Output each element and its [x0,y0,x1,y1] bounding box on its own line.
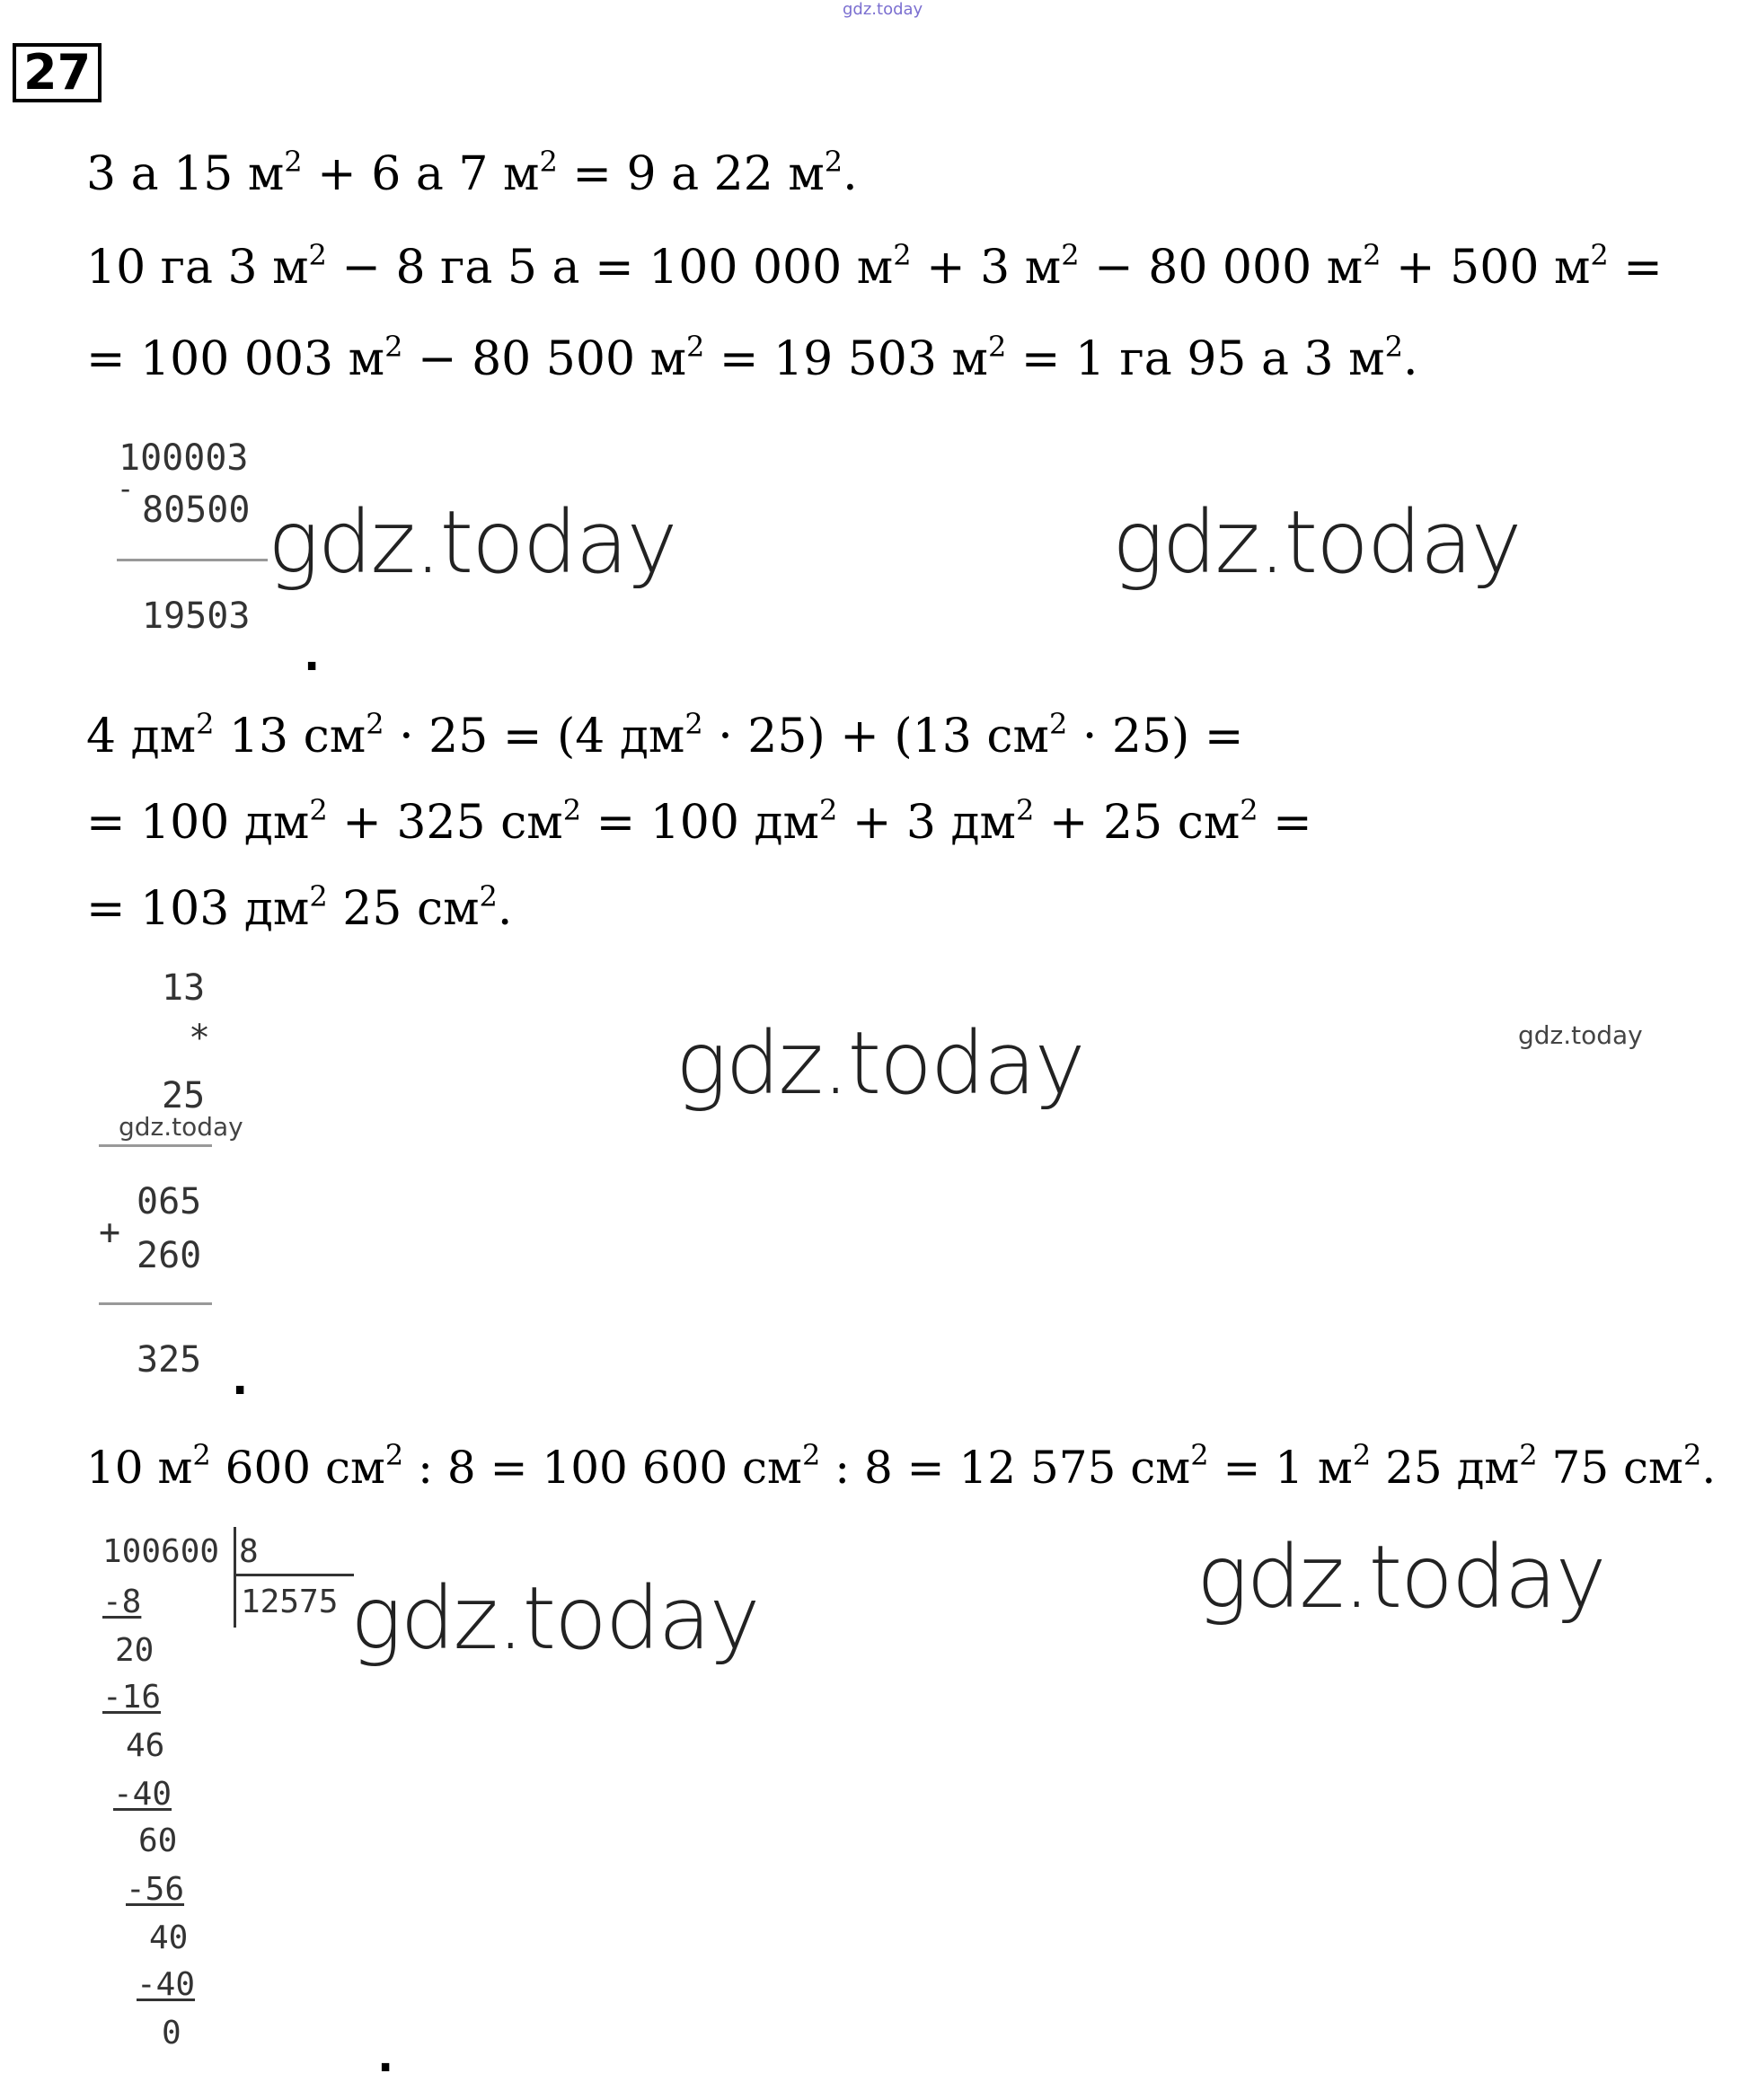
div-step-1: -8 [102,1584,142,1620]
div-step-9: -40 [137,1966,196,2003]
equation-line-1: 3 а 15 $м^2 + 6$ а 7 $м^2 = 9$ а 22 $м^2$. [86,145,858,201]
equation-line-7: 10 $м^2$ 600 $см^2$ : 8 = 100 600 $см^2$ : 8 = 12 575 $см^2 = 1$ $м^2$ 25 $дм^2$ 75 $см^2$. [86,1438,1717,1494]
mul-partial-1: 065 [137,1181,202,1222]
div-step-4: 46 [126,1727,165,1764]
mul-rule-2 [99,1302,212,1305]
div-quotient: 12575 [241,1584,339,1620]
watermark-small-1: gdz.today [119,1112,243,1142]
equation-line-5: = 100 $дм^2 + 325$ $см^2 = 100$ $дм^2 + 3$ $дм^2 + 25$ $см^2$ = [86,793,1312,850]
equation-line-6: = 103 $дм^2$ 25 $см^2$. [86,879,513,936]
sub-sign: - [117,472,135,506]
div-step-8: 40 [149,1919,189,1956]
watermark-4: gdz.today [350,1568,759,1669]
mul-sign: * [189,1018,211,1059]
div-divisor: 8 [239,1533,259,1570]
watermark-small-2: gdz.today [1518,1020,1643,1050]
task-number: 27 [13,43,102,102]
watermark-top: gdz.today [843,0,923,19]
watermark-2: gdz.today [1112,492,1521,593]
div-vertical-line [234,1527,236,1628]
watermark-5: gdz.today [1196,1527,1605,1628]
div-period: . [377,2032,394,2082]
sub-result: 19503 [142,596,251,637]
div-step-5: -40 [113,1776,172,1813]
mul-partial-2: 260 [137,1235,202,1276]
watermark-1: gdz.today [268,492,676,593]
div-step-7: -56 [126,1871,185,1908]
div-step-10: 0 [162,2015,181,2051]
sub-period: . [304,631,321,681]
watermark-3: gdz.today [675,1013,1084,1114]
mul-result: 325 [137,1339,202,1381]
mul-b: 25 [162,1075,206,1116]
equation-line-4: 4 $дм^2$ 13 $см^2 \cdot 25 = (4$ $дм^2 \cdot 25) + (13$ $см^2 \cdot 25$) = [86,707,1244,763]
mul-plus: + [99,1212,121,1253]
div-step-2: 20 [115,1632,155,1669]
div-horizontal-line [235,1574,354,1576]
equation-line-3: = 100 003 $м^2 - 80$ 500 $м^2 = 19$ 503 $м^2 = 1$ га 95 а 3 $м^2$. [86,330,1418,386]
div-step-6: 60 [138,1822,178,1859]
mul-a: 13 [162,967,206,1009]
div-dividend: 100600 [102,1533,220,1570]
mul-period: . [232,1354,249,1405]
sub-rule [117,559,268,561]
sub-subtrahend: 80500 [142,490,251,531]
mul-rule-1 [99,1144,212,1147]
equation-line-2: 10 га 3 $м^2 - 8$ га 5 а = 100 000 $м^2 + 3$ $м^2 - 80$ 000 $м^2 + 500$ $м^2$ = [86,238,1663,295]
div-step-3: -16 [102,1679,162,1716]
sub-minuend: 100003 [119,437,249,479]
